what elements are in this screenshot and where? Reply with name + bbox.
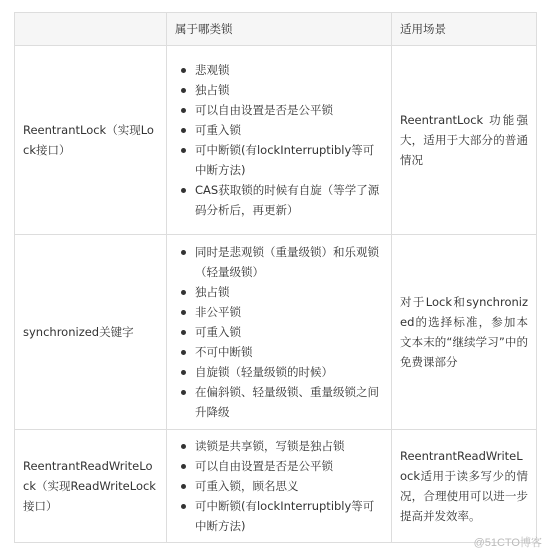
row-lock-name: ReentrantLock（实现Lock接口） — [15, 46, 167, 235]
row-lock-name: synchronized关键字 — [15, 235, 167, 430]
list-item: 可中断锁(有lockInterruptibly等可中断方法) — [195, 496, 383, 536]
list-item: 自旋锁（轻量级锁的时候） — [195, 362, 383, 382]
table-row — [15, 46, 537, 235]
list-item: 可中断锁(有lockInterruptibly等可中断方法) — [195, 140, 383, 180]
list-item: 可重入锁 — [195, 322, 383, 342]
feature-list — [175, 242, 383, 422]
row-features-cell — [167, 430, 392, 543]
list-item: 可重入锁 — [195, 120, 383, 140]
list-item: 非公平锁 — [195, 302, 383, 322]
row-usage-text: 对于Lock和synchronized的选择标准，参加本文本末的“继续学习”中的免费课部分 — [392, 235, 537, 430]
list-item: 同时是悲观锁（重量级锁）和乐观锁（轻量级锁） — [195, 242, 383, 282]
row-features-cell — [167, 46, 392, 235]
site-watermark: @51CTO博客 — [473, 537, 542, 549]
row-features-cell — [167, 235, 392, 430]
lock-comparison-table — [14, 12, 537, 543]
list-item: 读锁是共享锁，写锁是独占锁 — [195, 436, 383, 456]
header-usage-scenario: 适用场景 — [392, 13, 537, 46]
feature-list — [175, 60, 383, 220]
header-lock-category: 属于哪类锁 — [167, 13, 392, 46]
feature-list — [175, 436, 383, 536]
row-lock-name: ReentrantReadWriteLock（实现ReadWriteLock接口） — [15, 430, 167, 543]
list-item: 独占锁 — [195, 80, 383, 100]
list-item: 可以自由设置是否是公平锁 — [195, 100, 383, 120]
row-usage-text: ReentrantLock 功能强大，适用于大部分的普通情况 — [392, 46, 537, 235]
table-header-row — [15, 13, 537, 46]
row-usage-text: ReentrantReadWriteLock适用于读多写少的情况，合理使用可以进一步提高并发效率。 — [392, 430, 537, 543]
list-item: 独占锁 — [195, 282, 383, 302]
list-item: 在偏斜锁、轻量级锁、重量级锁之间升降级 — [195, 382, 383, 422]
list-item: 可重入锁，顾名思义 — [195, 476, 383, 496]
list-item: CAS获取锁的时候有自旋（等学了源码分析后，再更新） — [195, 180, 383, 220]
list-item: 悲观锁 — [195, 60, 383, 80]
list-item: 可以自由设置是否是公平锁 — [195, 456, 383, 476]
header-empty-cell — [15, 13, 167, 46]
list-item: 不可中断锁 — [195, 342, 383, 362]
table-row — [15, 235, 537, 430]
table-row — [15, 430, 537, 543]
